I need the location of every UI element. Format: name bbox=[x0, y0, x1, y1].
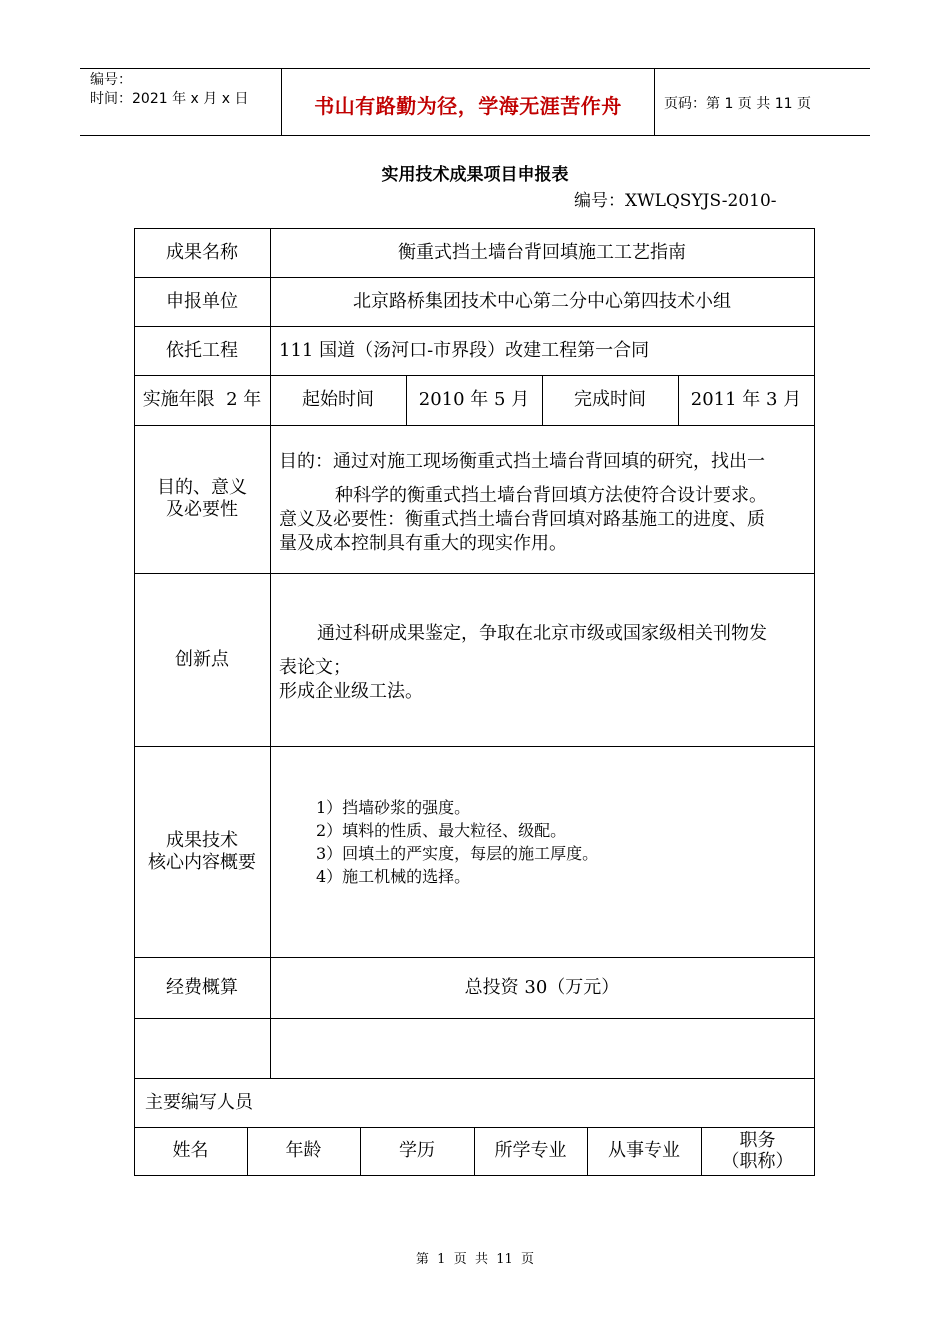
project-label: 依托工程 bbox=[166, 339, 238, 361]
budget-value: 总投资 30（万元） bbox=[464, 976, 620, 998]
applicant-unit-label: 申报单位 bbox=[166, 290, 238, 312]
list-item: 3）回填土的严实度，每层的施工厚度。 bbox=[316, 844, 599, 863]
header-meta bbox=[90, 71, 248, 109]
purpose-text: 目的：通过对施工现场衡重式挡土墙台背回填的研究，找出一 种科学的衡重式挡土墙台背回填方法使符合设计要求。 意义及必要性：衡重式挡土墙台背回填对路基施工的进度、质 量及成本控制具有重大的现实作用。 bbox=[279, 451, 767, 554]
header-top-rule bbox=[80, 68, 870, 69]
staff-header-major: 所学专业 bbox=[494, 1140, 567, 1161]
achievement-name-label: 成果名称 bbox=[166, 241, 238, 263]
budget-label: 经费概算 bbox=[166, 976, 238, 998]
innovation-label: 创新点 bbox=[175, 648, 229, 670]
header-time: 时间：2021 年 x 月 x 日 bbox=[90, 91, 249, 107]
header-bottom-rule bbox=[80, 135, 870, 136]
applicant-unit-value: 北京路桥集团技术中心第二分中心第四技术小组 bbox=[353, 290, 731, 312]
achievement-name-value: 衡重式挡土墙台背回填施工工艺指南 bbox=[398, 241, 686, 263]
end-time-label: 完成时间 bbox=[574, 389, 646, 410]
header-divider-right bbox=[654, 69, 655, 136]
table-rule bbox=[814, 228, 815, 1176]
list-item: 1）挡墙砂浆的强度。 bbox=[316, 798, 471, 817]
page-footer: 第 1 页 共 11 页 bbox=[415, 1252, 535, 1267]
header-number: 编号： bbox=[90, 72, 132, 88]
header-motto: 书山有路勤为径，学海无涯苦作舟 bbox=[314, 94, 622, 118]
end-time-value: 2011 年 3 月 bbox=[690, 389, 802, 410]
staff-label: 主要编写人员 bbox=[145, 1091, 253, 1113]
table-rule bbox=[270, 228, 271, 1078]
staff-header-field: 从事专业 bbox=[608, 1140, 680, 1161]
table-rule bbox=[134, 1018, 815, 1019]
staff-header-title: 职务 （职称） bbox=[721, 1130, 794, 1172]
list-item: 4）施工机械的选择。 bbox=[316, 867, 471, 886]
core-content-label: 成果技术 核心内容概要 bbox=[148, 829, 256, 873]
innovation-text: 通过科研成果鉴定，争取在北京市级或国家级相关刊物发 表论文； 形成企业级工法。 bbox=[279, 623, 767, 702]
page-title: 实用技术成果项目申报表 bbox=[381, 165, 569, 185]
period-label: 实施年限 2 年 bbox=[142, 389, 262, 410]
project-value: 111 国道（汤河口-市界段）改建工程第一合同 bbox=[279, 339, 650, 361]
staff-header-age: 年龄 bbox=[285, 1140, 322, 1161]
staff-header-name: 姓名 bbox=[172, 1140, 209, 1161]
core-content-list bbox=[316, 796, 806, 888]
start-time-value: 2010 年 5 月 bbox=[418, 389, 530, 410]
start-time-label: 起始时间 bbox=[302, 389, 374, 410]
list-item: 2）填料的性质、最大粒径、级配。 bbox=[316, 821, 567, 840]
form-code: 编号：XWLQSYJS-2010- bbox=[574, 191, 777, 211]
header-page-info: 页码：第 1 页 共 11 页 bbox=[664, 96, 811, 112]
purpose-label: 目的、意义 及必要性 bbox=[157, 477, 247, 520]
staff-header-education: 学历 bbox=[399, 1140, 435, 1161]
